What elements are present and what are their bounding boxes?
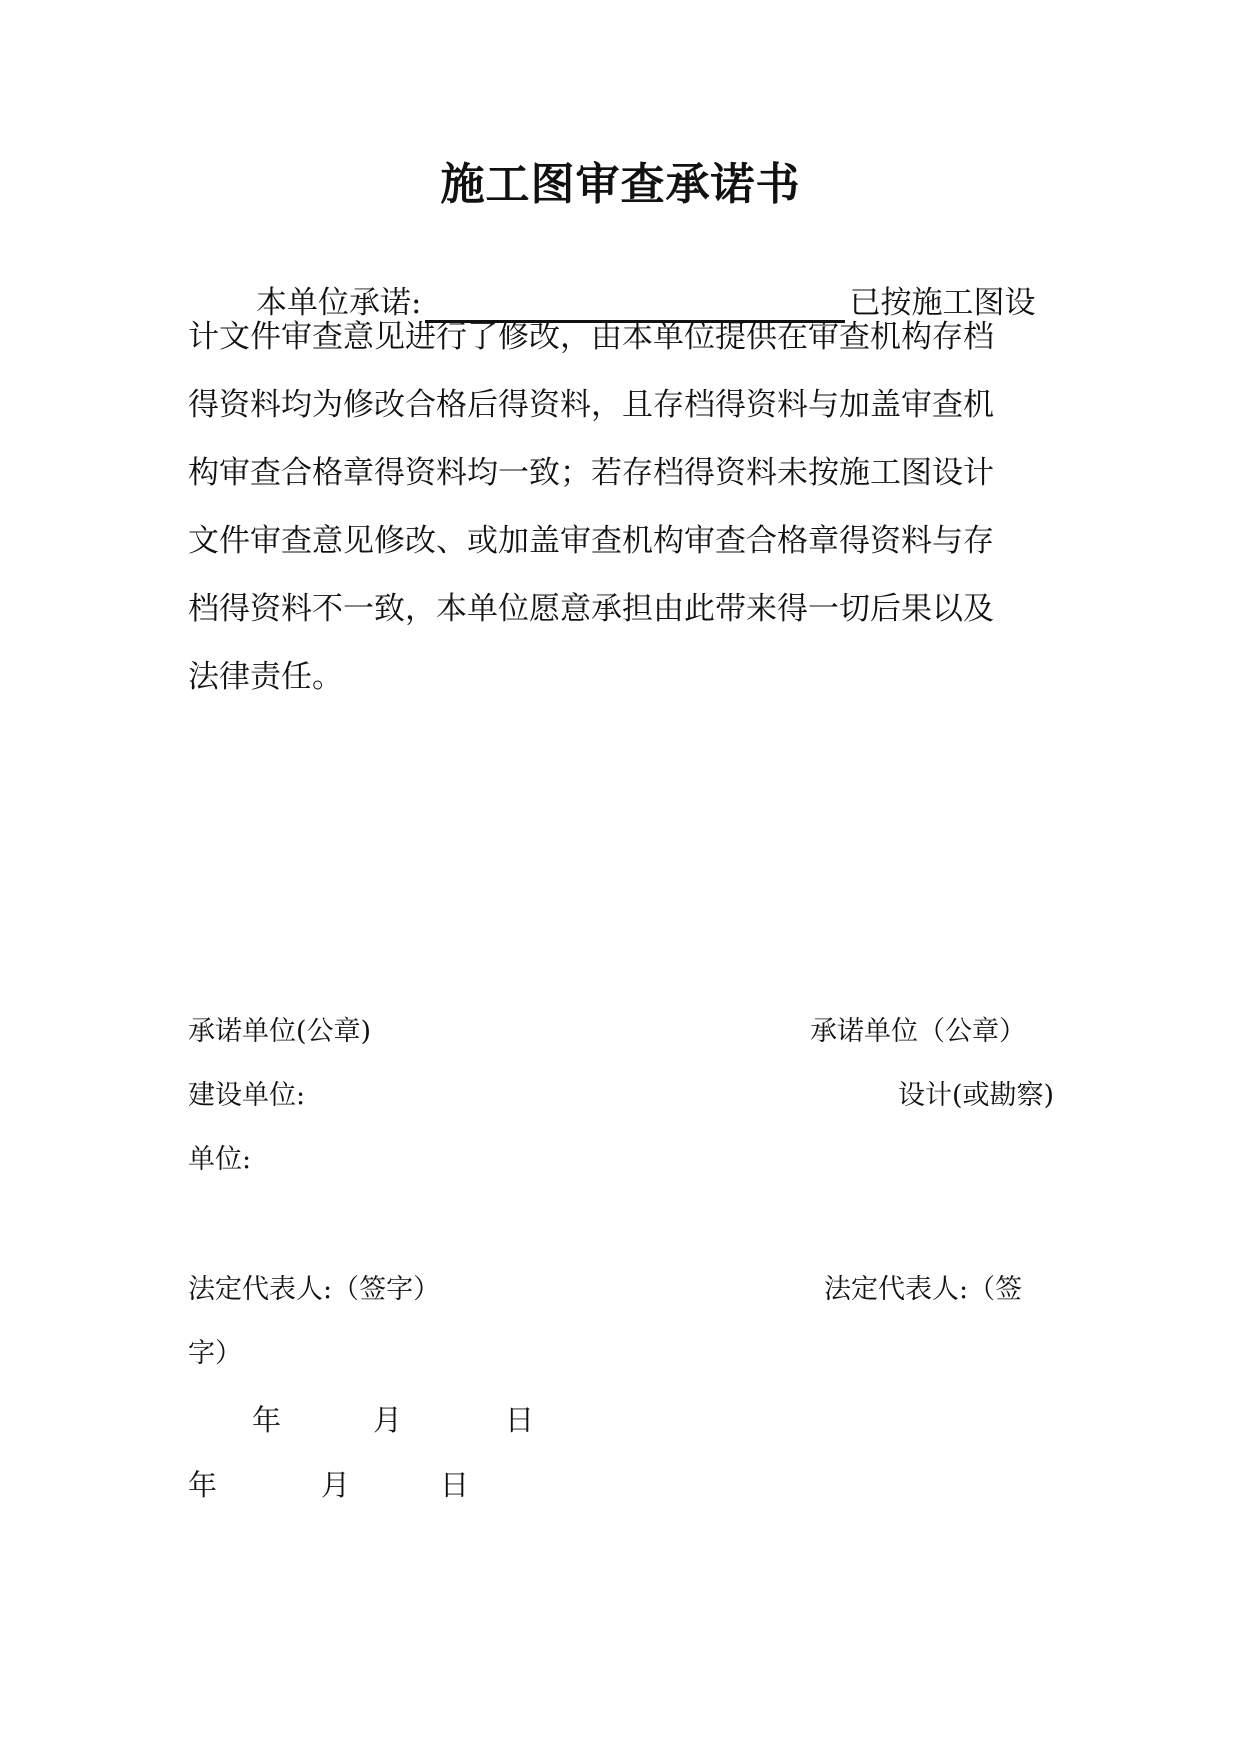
date-day-1: 日 xyxy=(505,1403,535,1437)
body-line-3: 构审查合格章得资料均一致；若存档得资料未按施工图设计 xyxy=(188,455,994,491)
date-day-2: 日 xyxy=(440,1468,470,1502)
left-seal-label: 承诺单位(公章) xyxy=(188,1016,372,1047)
date-year-2: 年 xyxy=(188,1468,218,1502)
unit-label-cont: 单位: xyxy=(188,1144,252,1175)
body-line-5: 档得资料不一致，本单位愿意承担由此带来得一切后果以及 xyxy=(188,591,994,627)
commitment-prefix: 本单位承诺: xyxy=(256,285,422,321)
date-month-1: 月 xyxy=(373,1403,403,1437)
body-line-6: 法律责任。 xyxy=(188,659,343,695)
design-unit-label: 设计(或勘察) xyxy=(898,1080,1055,1111)
right-legal-rep-cont: 字） xyxy=(188,1338,242,1369)
right-seal-label: 承诺单位（公章） xyxy=(810,1016,1026,1047)
body-line-4: 文件审查意见修改、或加盖审查机构审查合格章得资料与存 xyxy=(188,523,994,559)
date-year-1: 年 xyxy=(252,1403,282,1437)
construction-unit-label: 建设单位: xyxy=(188,1080,306,1111)
body-line-1: 计文件审查意见进行了修改，由本单位提供在审查机构存档 xyxy=(188,319,994,355)
body-line-2: 得资料均为修改合格后得资料，且存档得资料与加盖审查机 xyxy=(188,387,994,423)
date-month-2: 月 xyxy=(321,1468,351,1502)
right-legal-rep-label: 法定代表人:（签 xyxy=(824,1274,1023,1305)
document-title: 施工图审查承诺书 xyxy=(440,159,801,210)
left-legal-rep-label: 法定代表人:（签字） xyxy=(188,1274,441,1305)
commitment-suffix: 已按施工图设 xyxy=(849,285,1036,321)
